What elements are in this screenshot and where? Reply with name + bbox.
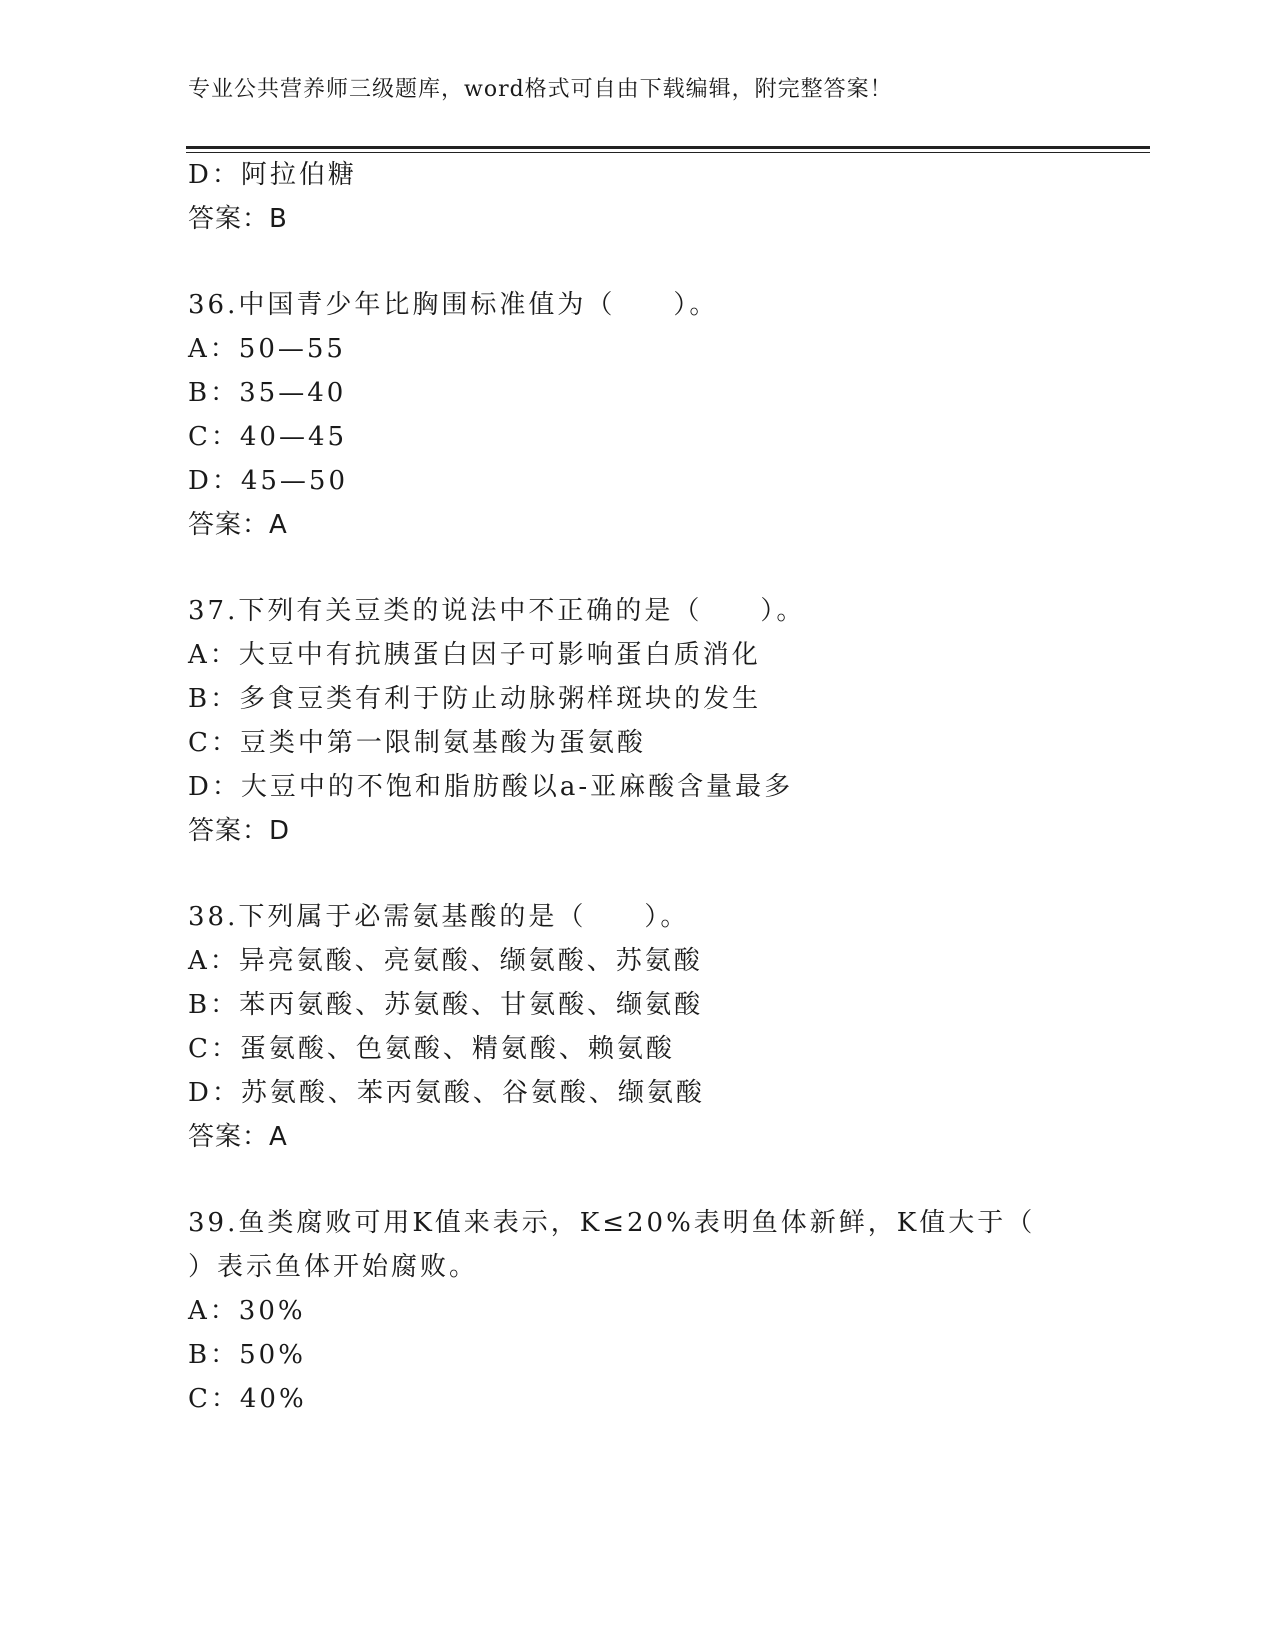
q36-answer: 答案：A [188,510,288,540]
q39-stem-line2: ）表示鱼体开始腐败。 [188,1252,479,1282]
q35-option-d: D：阿拉伯糖 [188,160,357,190]
q39-option-b: B：50% [188,1340,306,1370]
q38-stem: 38.下列属于必需氨基酸的是（ ）。 [188,902,690,932]
q37-option-a: A：大豆中有抗胰蛋白因子可影响蛋白质消化 [188,640,761,670]
q38-option-d: D：苏氨酸、苯丙氨酸、谷氨酸、缬氨酸 [188,1078,705,1108]
q37-stem: 37.下列有关豆类的说法中不正确的是（ ）。 [188,596,806,626]
q35-answer: 答案：B [188,204,288,234]
q38-answer: 答案：A [188,1122,288,1152]
q39-option-c: C：40% [188,1384,307,1414]
q37-answer: 答案：D [188,816,291,846]
q38-option-c: C：蛋氨酸、色氨酸、精氨酸、赖氨酸 [188,1034,675,1064]
q36-option-d: D：45—50 [188,466,349,496]
q37-option-c: C：豆类中第一限制氨基酸为蛋氨酸 [188,728,646,758]
q36-option-a: A：50—55 [188,334,346,364]
q38-option-b: B：苯丙氨酸、苏氨酸、甘氨酸、缬氨酸 [188,990,704,1020]
q36-option-b: B：35—40 [188,378,347,408]
q36-stem: 36.中国青少年比胸围标准值为（ ）。 [188,290,719,320]
q39-option-a: A：30% [188,1296,306,1326]
q37-option-b: B：多食豆类有利于防止动脉粥样斑块的发生 [188,684,762,714]
q36-option-c: C：40—45 [188,422,348,452]
q38-option-a: A：异亮氨酸、亮氨酸、缬氨酸、苏氨酸 [188,946,703,976]
page-header: 专业公共营养师三级题库，word格式可自由下载编辑，附完整答案！ [188,77,893,102]
q37-option-d: D：大豆中的不饱和脂肪酸以a-亚麻酸含量最多 [188,772,794,802]
q39-stem-line1: 39.鱼类腐败可用K值来表示，K≤20%表明鱼体新鲜，K值大于（ [188,1208,1036,1238]
header-divider [186,146,1150,153]
